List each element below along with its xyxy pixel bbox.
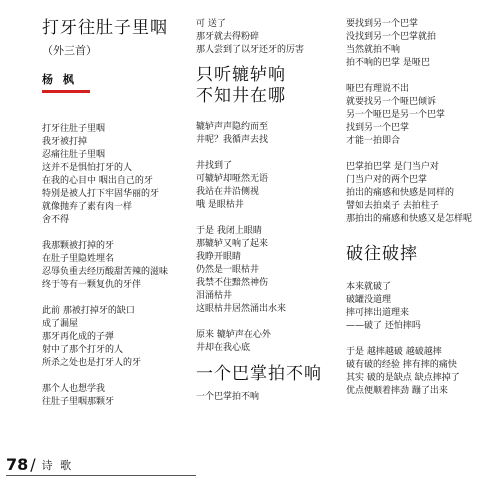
poem-line: 拍出的痛感和快感是同样的 <box>346 188 455 198</box>
column-3 <box>346 18 496 398</box>
poem-line: 所杀之处也是打牙人的牙 <box>42 358 142 368</box>
poem-line: 可辘轳却哑然无语 <box>196 174 269 184</box>
poem-line: 这并不是惧怕打牙的人 <box>42 163 133 173</box>
poem-line: 我禁不住黯然神伤 <box>196 278 269 288</box>
footer-slash-icon: / <box>30 455 36 474</box>
poem-line: 打牙往肚子里咽 <box>42 124 106 134</box>
stanza-break <box>196 147 344 160</box>
poem-line: 摔可摔出道理来 <box>346 308 410 318</box>
poem-line: 我站在井沿侧视 <box>196 187 260 197</box>
poem-line: 那人尝到了以牙还牙的厉害 <box>196 45 305 55</box>
poem-line: 特别是被人打下牢固华丽的牙 <box>42 189 160 199</box>
poem-line: 才能一拍即合 <box>346 136 401 146</box>
poem-line: 往肚子里咽那颗牙 <box>42 397 115 407</box>
column-2 <box>196 18 344 404</box>
poem-heading-2-line: 不知井在哪 <box>196 86 286 106</box>
poem-line: 优点便顺着摔劲 蹦了出来 <box>346 386 448 396</box>
poem-heading-4: 破往破摔 <box>346 244 418 264</box>
poem-line: 就要找另一个哑巴倾诉 <box>346 97 437 107</box>
footer-divider <box>6 475 196 476</box>
poem-line: 那拍出的痛感和快感又是怎样呢 <box>346 214 473 224</box>
poem-line: 我牙被打掉 <box>42 137 88 147</box>
poem-line: 成了漏屋 <box>42 319 79 329</box>
stanza-break <box>346 148 496 161</box>
poem-line: 破罐没道理 <box>346 295 392 305</box>
author-name: 杨 枫 <box>42 73 77 86</box>
poem-line: 那牙再化成的子弹 <box>42 332 115 342</box>
poem-line: 原来 辘轳声在心外 <box>196 330 271 340</box>
poem-line: 这眼枯井居然涌出水来 <box>196 304 287 314</box>
poem-line: 终于等有一颗复仇的牙伴 <box>42 280 142 290</box>
author-underline <box>42 90 90 93</box>
stanza-break <box>42 227 192 240</box>
poem-line: 可 送了 <box>196 19 226 29</box>
poem-line: 破有破的经验 摔有摔的痛快 <box>346 360 457 370</box>
poem-line: 在肚子里隐姓埋名 <box>42 254 115 264</box>
column-1 <box>42 18 192 409</box>
poem-line: 那辘轳又响了起来 <box>196 239 269 249</box>
poem-heading-3: 一个巴掌拍不响 <box>196 364 322 384</box>
poem-line: 于是 越摔越破 越破越摔 <box>346 347 442 357</box>
poem-line: 射中了那个打牙的人 <box>42 345 124 355</box>
poem-line: 舍不得 <box>42 215 70 225</box>
poem-line: 拍不响的巴掌 是哑巴 <box>346 58 430 68</box>
poem-line: 当然就拍不响 <box>346 45 401 55</box>
poem-line: 本来就破了 <box>346 282 392 292</box>
page-number: 78 <box>6 455 29 474</box>
poem-line: 忍痛往肚子里咽 <box>42 150 106 160</box>
poem-title: 打牙往肚子里咽 <box>42 18 168 38</box>
poem-line: 井呢？我循声去找 <box>196 135 269 145</box>
poem-body-4 <box>346 281 496 398</box>
poem-body-2 <box>196 121 344 355</box>
poem-line: 于是 我闭上眼睛 <box>196 226 262 236</box>
poem-line: 其实 破的是缺点 缺点摔掉了 <box>346 373 460 383</box>
poem-line: 另一个哑巴是另一个巴掌 <box>346 110 446 120</box>
poem-line: 找到另一个巴掌 <box>346 123 410 133</box>
poem-line: 那个人也想学我 <box>42 384 106 394</box>
poem-line: 此前 那被打掉牙的缺口 <box>42 306 135 316</box>
poem-line: 要找到另一个巴掌 <box>346 19 419 29</box>
poem-line: 那牙就去得粉碎 <box>196 32 260 42</box>
poem-line: 忍辱负重去经历酸甜苦辣的滋味 <box>42 267 169 277</box>
poem-line: 辘轳声声隐约而至 <box>196 122 269 132</box>
stanza-break <box>346 70 496 83</box>
poem-heading-2 <box>196 65 344 107</box>
poem-body-3-continued <box>346 18 496 226</box>
stanza-break <box>42 370 192 383</box>
poem-line: 就像抛弃了素有肉一样 <box>42 202 133 212</box>
poem-line: 哑巴有理说不出 <box>346 84 410 94</box>
poem-line: 我睁开眼睛 <box>196 252 242 262</box>
poem-line: 没找到另一个巴掌就拍 <box>346 32 437 42</box>
poem-line: 井找到了 <box>196 161 233 171</box>
section-label: 诗 歌 <box>41 459 74 472</box>
poem-line: ——破了 还怕摔吗 <box>346 321 421 331</box>
poem-subtitle: （外三首） <box>42 44 97 57</box>
poem-line: 泪涌枯井 <box>196 291 233 301</box>
stanza-break <box>196 316 344 329</box>
poem-line: 哦 是眼枯井 <box>196 200 244 210</box>
poem-body-1-continued <box>196 18 344 57</box>
poem-line: 一个巴掌拍不响 <box>196 392 260 402</box>
stanza-break <box>196 212 344 225</box>
poem-heading-2-line: 只听辘轳响 <box>196 65 286 85</box>
poem-line: 门当户对的两个巴掌 <box>346 175 428 185</box>
stanza-break <box>42 292 192 305</box>
poem-line: 我那颗被打掉的牙 <box>42 241 115 251</box>
stanza-break <box>346 333 496 346</box>
poem-line: 仍然是一眼枯井 <box>196 265 260 275</box>
poem-body-3 <box>196 391 344 404</box>
poem-line: 巴掌拍巴掌 是门当户对 <box>346 162 439 172</box>
poem-line: 譬如去拍桌子 去拍柱子 <box>346 201 439 211</box>
poem-line: 井却在我心底 <box>196 343 251 353</box>
poem-body-1 <box>42 123 192 409</box>
poem-line: 在我的心目中 咽出自己的牙 <box>42 176 153 186</box>
page-footer <box>6 454 73 474</box>
